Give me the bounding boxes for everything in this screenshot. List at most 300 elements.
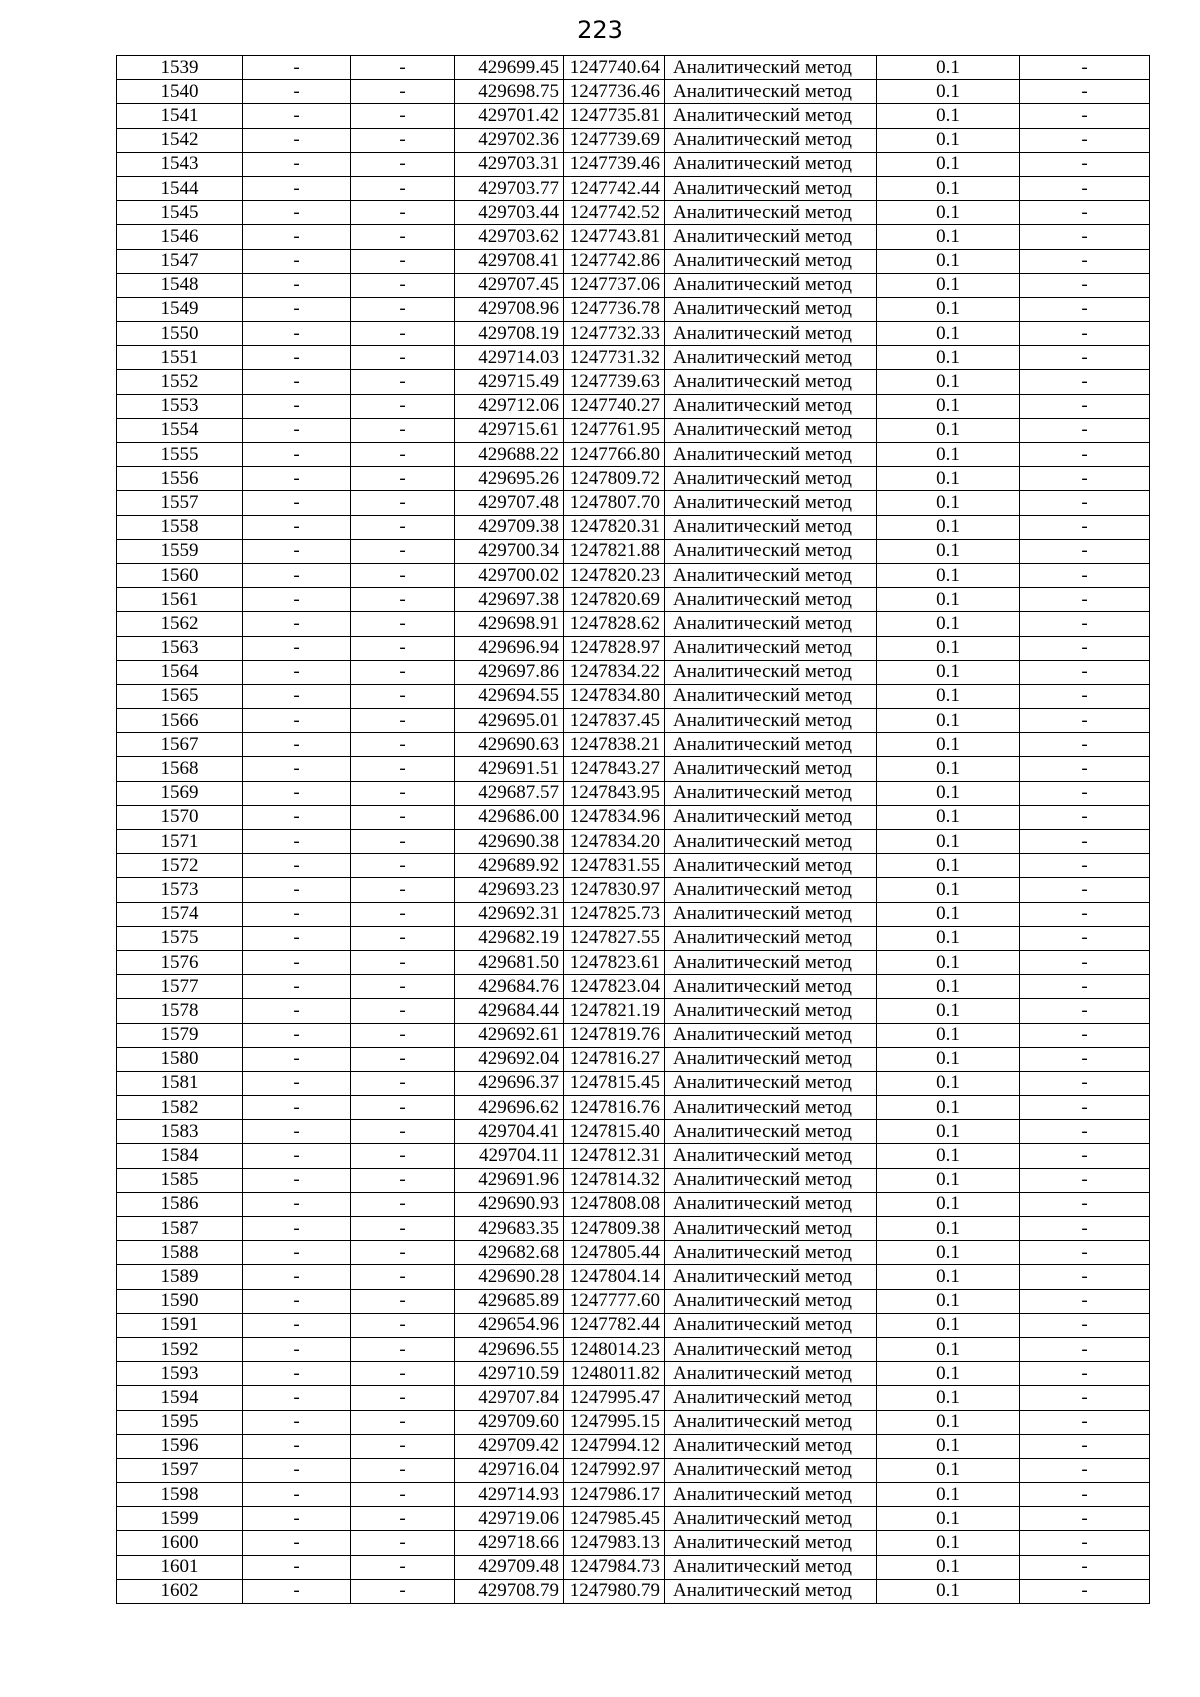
accuracy-cell: 0.1 (877, 467, 1020, 491)
x-coordinate-cell: 429710.59 (455, 1362, 564, 1386)
dash-cell: - (351, 370, 455, 394)
dash-cell: - (243, 418, 351, 442)
dash-cell: - (243, 1434, 351, 1458)
x-coordinate-cell: 429714.93 (455, 1483, 564, 1507)
coordinates-table (116, 55, 1150, 1604)
table-row (117, 1531, 1150, 1555)
dash-cell: - (1020, 684, 1150, 708)
dash-cell: - (1020, 322, 1150, 346)
table-row (117, 1410, 1150, 1434)
dash-cell: - (243, 781, 351, 805)
method-cell: Аналитический метод (665, 660, 877, 684)
y-coordinate-cell: 1247812.31 (564, 1144, 665, 1168)
dash-cell: - (243, 805, 351, 829)
accuracy-cell: 0.1 (877, 1120, 1020, 1144)
table-row (117, 394, 1150, 418)
point-number-cell: 1584 (117, 1144, 243, 1168)
dash-cell: - (243, 201, 351, 225)
dash-cell: - (1020, 902, 1150, 926)
y-coordinate-cell: 1247804.14 (564, 1265, 665, 1289)
accuracy-cell: 0.1 (877, 709, 1020, 733)
y-coordinate-cell: 1248011.82 (564, 1362, 665, 1386)
method-cell: Аналитический метод (665, 1023, 877, 1047)
table-row (117, 1144, 1150, 1168)
y-coordinate-cell: 1247742.44 (564, 176, 665, 200)
y-coordinate-cell: 1247821.19 (564, 999, 665, 1023)
table-row (117, 733, 1150, 757)
point-number-cell: 1542 (117, 128, 243, 152)
accuracy-cell: 0.1 (877, 370, 1020, 394)
y-coordinate-cell: 1247834.80 (564, 684, 665, 708)
dash-cell: - (1020, 176, 1150, 200)
accuracy-cell: 0.1 (877, 612, 1020, 636)
dash-cell: - (243, 56, 351, 80)
y-coordinate-cell: 1247992.97 (564, 1458, 665, 1482)
table-row (117, 467, 1150, 491)
accuracy-cell: 0.1 (877, 1265, 1020, 1289)
point-number-cell: 1547 (117, 249, 243, 273)
point-number-cell: 1553 (117, 394, 243, 418)
table-row (117, 128, 1150, 152)
table-row (117, 1265, 1150, 1289)
dash-cell: - (243, 563, 351, 587)
dash-cell: - (243, 1168, 351, 1192)
x-coordinate-cell: 429695.26 (455, 467, 564, 491)
x-coordinate-cell: 429691.96 (455, 1168, 564, 1192)
table-row (117, 346, 1150, 370)
accuracy-cell: 0.1 (877, 1023, 1020, 1047)
accuracy-cell: 0.1 (877, 660, 1020, 684)
dash-cell: - (351, 1507, 455, 1531)
dash-cell: - (351, 249, 455, 273)
x-coordinate-cell: 429686.00 (455, 805, 564, 829)
table-row (117, 563, 1150, 587)
dash-cell: - (351, 128, 455, 152)
y-coordinate-cell: 1247980.79 (564, 1579, 665, 1603)
point-number-cell: 1565 (117, 684, 243, 708)
method-cell: Аналитический метод (665, 805, 877, 829)
x-coordinate-cell: 429707.48 (455, 491, 564, 515)
method-cell: Аналитический метод (665, 249, 877, 273)
point-number-cell: 1601 (117, 1555, 243, 1579)
table-row (117, 902, 1150, 926)
x-coordinate-cell: 429704.11 (455, 1144, 564, 1168)
accuracy-cell: 0.1 (877, 563, 1020, 587)
dash-cell: - (351, 1434, 455, 1458)
dash-cell: - (1020, 660, 1150, 684)
dash-cell: - (1020, 636, 1150, 660)
x-coordinate-cell: 429715.49 (455, 370, 564, 394)
y-coordinate-cell: 1247735.81 (564, 104, 665, 128)
dash-cell: - (243, 1507, 351, 1531)
dash-cell: - (1020, 781, 1150, 805)
method-cell: Аналитический метод (665, 1047, 877, 1071)
accuracy-cell: 0.1 (877, 999, 1020, 1023)
y-coordinate-cell: 1247838.21 (564, 733, 665, 757)
x-coordinate-cell: 429708.41 (455, 249, 564, 273)
dash-cell: - (243, 322, 351, 346)
x-coordinate-cell: 429708.96 (455, 297, 564, 321)
point-number-cell: 1600 (117, 1531, 243, 1555)
method-cell: Аналитический метод (665, 902, 877, 926)
dash-cell: - (1020, 1483, 1150, 1507)
dash-cell: - (1020, 128, 1150, 152)
point-number-cell: 1557 (117, 491, 243, 515)
dash-cell: - (1020, 1120, 1150, 1144)
dash-cell: - (351, 1120, 455, 1144)
accuracy-cell: 0.1 (877, 176, 1020, 200)
x-coordinate-cell: 429690.38 (455, 830, 564, 854)
x-coordinate-cell: 429696.37 (455, 1071, 564, 1095)
dash-cell: - (243, 1071, 351, 1095)
method-cell: Аналитический метод (665, 781, 877, 805)
method-cell: Аналитический метод (665, 1337, 877, 1361)
method-cell: Аналитический метод (665, 1168, 877, 1192)
accuracy-cell: 0.1 (877, 418, 1020, 442)
dash-cell: - (243, 443, 351, 467)
accuracy-cell: 0.1 (877, 443, 1020, 467)
method-cell: Аналитический метод (665, 394, 877, 418)
y-coordinate-cell: 1247761.95 (564, 418, 665, 442)
accuracy-cell: 0.1 (877, 1313, 1020, 1337)
table-body (117, 56, 1150, 1604)
y-coordinate-cell: 1247807.70 (564, 491, 665, 515)
table-row (117, 176, 1150, 200)
dash-cell: - (1020, 346, 1150, 370)
dash-cell: - (351, 1192, 455, 1216)
dash-cell: - (243, 539, 351, 563)
dash-cell: - (351, 152, 455, 176)
method-cell: Аналитический метод (665, 201, 877, 225)
dash-cell: - (351, 1265, 455, 1289)
dash-cell: - (243, 975, 351, 999)
dash-cell: - (351, 467, 455, 491)
dash-cell: - (1020, 297, 1150, 321)
dash-cell: - (243, 757, 351, 781)
table-row (117, 297, 1150, 321)
dash-cell: - (351, 1386, 455, 1410)
table-row (117, 1096, 1150, 1120)
dash-cell: - (1020, 1410, 1150, 1434)
dash-cell: - (243, 878, 351, 902)
dash-cell: - (1020, 1579, 1150, 1603)
method-cell: Аналитический метод (665, 636, 877, 660)
point-number-cell: 1577 (117, 975, 243, 999)
point-number-cell: 1594 (117, 1386, 243, 1410)
table-row (117, 1313, 1150, 1337)
dash-cell: - (243, 733, 351, 757)
x-coordinate-cell: 429696.55 (455, 1337, 564, 1361)
dash-cell: - (1020, 1555, 1150, 1579)
x-coordinate-cell: 429684.44 (455, 999, 564, 1023)
y-coordinate-cell: 1247740.27 (564, 394, 665, 418)
point-number-cell: 1592 (117, 1337, 243, 1361)
x-coordinate-cell: 429698.91 (455, 612, 564, 636)
accuracy-cell: 0.1 (877, 781, 1020, 805)
dash-cell: - (1020, 1362, 1150, 1386)
accuracy-cell: 0.1 (877, 757, 1020, 781)
table-row (117, 370, 1150, 394)
dash-cell: - (1020, 1144, 1150, 1168)
table-row (117, 1458, 1150, 1482)
accuracy-cell: 0.1 (877, 225, 1020, 249)
x-coordinate-cell: 429715.61 (455, 418, 564, 442)
table-row (117, 1579, 1150, 1603)
y-coordinate-cell: 1247743.81 (564, 225, 665, 249)
table-row (117, 1434, 1150, 1458)
x-coordinate-cell: 429688.22 (455, 443, 564, 467)
dash-cell: - (351, 1362, 455, 1386)
dash-cell: - (243, 297, 351, 321)
dash-cell: - (243, 128, 351, 152)
method-cell: Аналитический метод (665, 273, 877, 297)
y-coordinate-cell: 1247820.23 (564, 563, 665, 587)
point-number-cell: 1546 (117, 225, 243, 249)
x-coordinate-cell: 429700.02 (455, 563, 564, 587)
accuracy-cell: 0.1 (877, 1507, 1020, 1531)
y-coordinate-cell: 1247739.63 (564, 370, 665, 394)
table-row (117, 1120, 1150, 1144)
dash-cell: - (351, 1096, 455, 1120)
dash-cell: - (1020, 1265, 1150, 1289)
table-row (117, 1507, 1150, 1531)
dash-cell: - (351, 1071, 455, 1095)
method-cell: Аналитический метод (665, 878, 877, 902)
accuracy-cell: 0.1 (877, 684, 1020, 708)
point-number-cell: 1543 (117, 152, 243, 176)
accuracy-cell: 0.1 (877, 80, 1020, 104)
y-coordinate-cell: 1247825.73 (564, 902, 665, 926)
x-coordinate-cell: 429683.35 (455, 1217, 564, 1241)
dash-cell: - (1020, 999, 1150, 1023)
x-coordinate-cell: 429693.23 (455, 878, 564, 902)
table-row (117, 757, 1150, 781)
point-number-cell: 1576 (117, 950, 243, 974)
dash-cell: - (1020, 1217, 1150, 1241)
dash-cell: - (1020, 1458, 1150, 1482)
method-cell: Аналитический метод (665, 104, 877, 128)
accuracy-cell: 0.1 (877, 491, 1020, 515)
x-coordinate-cell: 429716.04 (455, 1458, 564, 1482)
table-row (117, 1217, 1150, 1241)
y-coordinate-cell: 1247837.45 (564, 709, 665, 733)
dash-cell: - (1020, 733, 1150, 757)
dash-cell: - (1020, 394, 1150, 418)
accuracy-cell: 0.1 (877, 1241, 1020, 1265)
point-number-cell: 1544 (117, 176, 243, 200)
table-row (117, 443, 1150, 467)
x-coordinate-cell: 429700.34 (455, 539, 564, 563)
dash-cell: - (1020, 273, 1150, 297)
dash-cell: - (1020, 950, 1150, 974)
accuracy-cell: 0.1 (877, 1434, 1020, 1458)
method-cell: Аналитический метод (665, 1144, 877, 1168)
accuracy-cell: 0.1 (877, 249, 1020, 273)
dash-cell: - (351, 1241, 455, 1265)
y-coordinate-cell: 1247834.96 (564, 805, 665, 829)
x-coordinate-cell: 429690.93 (455, 1192, 564, 1216)
dash-cell: - (243, 467, 351, 491)
x-coordinate-cell: 429689.92 (455, 854, 564, 878)
dash-cell: - (243, 1362, 351, 1386)
x-coordinate-cell: 429707.45 (455, 273, 564, 297)
point-number-cell: 1550 (117, 322, 243, 346)
point-number-cell: 1575 (117, 926, 243, 950)
dash-cell: - (351, 612, 455, 636)
dash-cell: - (243, 104, 351, 128)
accuracy-cell: 0.1 (877, 539, 1020, 563)
y-coordinate-cell: 1247742.52 (564, 201, 665, 225)
method-cell: Аналитический метод (665, 1071, 877, 1095)
dash-cell: - (243, 612, 351, 636)
dash-cell: - (351, 443, 455, 467)
method-cell: Аналитический метод (665, 733, 877, 757)
x-coordinate-cell: 429692.31 (455, 902, 564, 926)
dash-cell: - (1020, 709, 1150, 733)
table-row (117, 418, 1150, 442)
point-number-cell: 1581 (117, 1071, 243, 1095)
dash-cell: - (243, 370, 351, 394)
point-number-cell: 1558 (117, 515, 243, 539)
dash-cell: - (243, 830, 351, 854)
dash-cell: - (351, 80, 455, 104)
table-row (117, 273, 1150, 297)
method-cell: Аналитический метод (665, 1434, 877, 1458)
accuracy-cell: 0.1 (877, 1144, 1020, 1168)
accuracy-cell: 0.1 (877, 1096, 1020, 1120)
dash-cell: - (351, 902, 455, 926)
x-coordinate-cell: 429690.28 (455, 1265, 564, 1289)
dash-cell: - (351, 757, 455, 781)
table-row (117, 636, 1150, 660)
dash-cell: - (243, 1192, 351, 1216)
accuracy-cell: 0.1 (877, 56, 1020, 80)
dash-cell: - (351, 1337, 455, 1361)
dash-cell: - (1020, 1434, 1150, 1458)
dash-cell: - (351, 1483, 455, 1507)
y-coordinate-cell: 1247815.45 (564, 1071, 665, 1095)
method-cell: Аналитический метод (665, 297, 877, 321)
point-number-cell: 1540 (117, 80, 243, 104)
dash-cell: - (243, 684, 351, 708)
dash-cell: - (351, 733, 455, 757)
dash-cell: - (351, 273, 455, 297)
x-coordinate-cell: 429707.84 (455, 1386, 564, 1410)
x-coordinate-cell: 429709.60 (455, 1410, 564, 1434)
dash-cell: - (243, 999, 351, 1023)
dash-cell: - (351, 539, 455, 563)
y-coordinate-cell: 1247766.80 (564, 443, 665, 467)
dash-cell: - (1020, 1047, 1150, 1071)
dash-cell: - (1020, 757, 1150, 781)
table-row (117, 926, 1150, 950)
x-coordinate-cell: 429699.45 (455, 56, 564, 80)
accuracy-cell: 0.1 (877, 1579, 1020, 1603)
point-number-cell: 1541 (117, 104, 243, 128)
x-coordinate-cell: 429704.41 (455, 1120, 564, 1144)
table-row (117, 878, 1150, 902)
accuracy-cell: 0.1 (877, 1217, 1020, 1241)
dash-cell: - (243, 588, 351, 612)
point-number-cell: 1573 (117, 878, 243, 902)
y-coordinate-cell: 1247831.55 (564, 854, 665, 878)
point-number-cell: 1574 (117, 902, 243, 926)
dash-cell: - (1020, 104, 1150, 128)
dash-cell: - (1020, 443, 1150, 467)
accuracy-cell: 0.1 (877, 830, 1020, 854)
dash-cell: - (243, 709, 351, 733)
x-coordinate-cell: 429719.06 (455, 1507, 564, 1531)
point-number-cell: 1539 (117, 56, 243, 80)
y-coordinate-cell: 1247805.44 (564, 1241, 665, 1265)
table-row (117, 249, 1150, 273)
table-row (117, 1071, 1150, 1095)
point-number-cell: 1566 (117, 709, 243, 733)
accuracy-cell: 0.1 (877, 1410, 1020, 1434)
table-row (117, 515, 1150, 539)
accuracy-cell: 0.1 (877, 926, 1020, 950)
dash-cell: - (243, 152, 351, 176)
y-coordinate-cell: 1247820.31 (564, 515, 665, 539)
dash-cell: - (351, 563, 455, 587)
dash-cell: - (351, 394, 455, 418)
y-coordinate-cell: 1247821.88 (564, 539, 665, 563)
accuracy-cell: 0.1 (877, 733, 1020, 757)
point-number-cell: 1549 (117, 297, 243, 321)
method-cell: Аналитический метод (665, 1217, 877, 1241)
table-row (117, 225, 1150, 249)
y-coordinate-cell: 1247731.32 (564, 346, 665, 370)
point-number-cell: 1568 (117, 757, 243, 781)
y-coordinate-cell: 1247737.06 (564, 273, 665, 297)
dash-cell: - (351, 1217, 455, 1241)
table-row (117, 80, 1150, 104)
dash-cell: - (1020, 1168, 1150, 1192)
method-cell: Аналитический метод (665, 1120, 877, 1144)
dash-cell: - (1020, 612, 1150, 636)
point-number-cell: 1570 (117, 805, 243, 829)
method-cell: Аналитический метод (665, 684, 877, 708)
accuracy-cell: 0.1 (877, 1047, 1020, 1071)
point-number-cell: 1583 (117, 1120, 243, 1144)
dash-cell: - (351, 322, 455, 346)
y-coordinate-cell: 1247827.55 (564, 926, 665, 950)
point-number-cell: 1599 (117, 1507, 243, 1531)
dash-cell: - (243, 1023, 351, 1047)
accuracy-cell: 0.1 (877, 346, 1020, 370)
dash-cell: - (243, 1483, 351, 1507)
dash-cell: - (243, 1265, 351, 1289)
table-row (117, 1386, 1150, 1410)
dash-cell: - (243, 1289, 351, 1313)
dash-cell: - (351, 1144, 455, 1168)
accuracy-cell: 0.1 (877, 1458, 1020, 1482)
method-cell: Аналитический метод (665, 56, 877, 80)
table-row (117, 805, 1150, 829)
method-cell: Аналитический метод (665, 1096, 877, 1120)
y-coordinate-cell: 1247995.47 (564, 1386, 665, 1410)
method-cell: Аналитический метод (665, 612, 877, 636)
table-row (117, 491, 1150, 515)
y-coordinate-cell: 1247828.62 (564, 612, 665, 636)
method-cell: Аналитический метод (665, 443, 877, 467)
dash-cell: - (243, 176, 351, 200)
method-cell: Аналитический метод (665, 1458, 877, 1482)
dash-cell: - (243, 660, 351, 684)
dash-cell: - (351, 225, 455, 249)
table-row (117, 950, 1150, 974)
y-coordinate-cell: 1247985.45 (564, 1507, 665, 1531)
